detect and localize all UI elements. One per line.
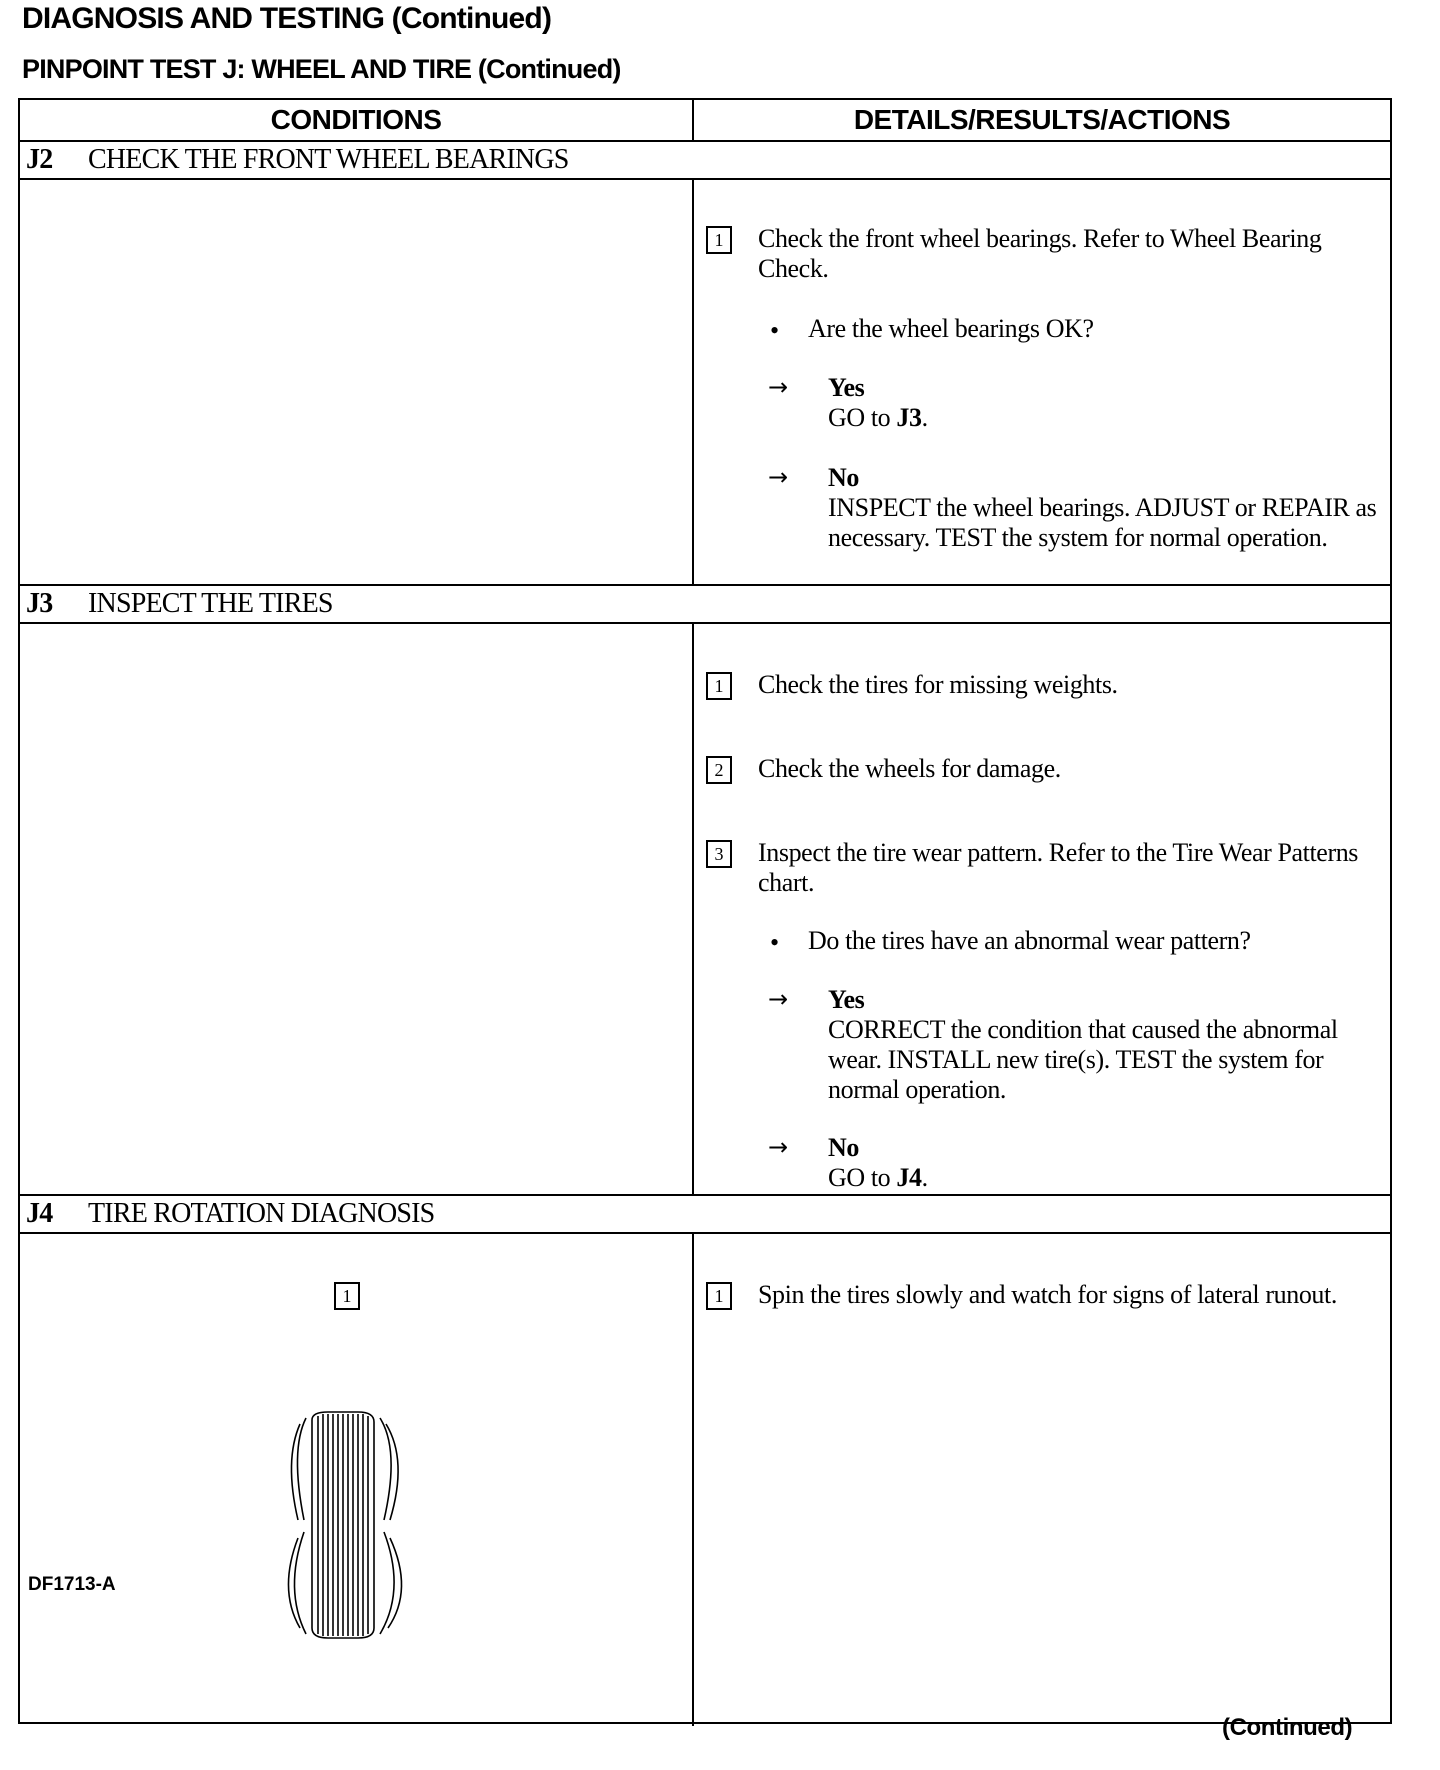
step-number-box: 1 bbox=[706, 1282, 732, 1310]
column-divider bbox=[692, 178, 694, 584]
test-subtitle: PINPOINT TEST J: WHEEL AND TIRE (Continued) bbox=[22, 54, 621, 84]
tire-runout-illustration bbox=[278, 1410, 418, 1640]
section-title: INSPECT THE TIRES bbox=[88, 588, 333, 619]
conditions-header: CONDITIONS bbox=[270, 104, 442, 135]
arrow-right-icon: → bbox=[768, 373, 789, 401]
go-to-text: GO to bbox=[828, 1163, 891, 1192]
details-header: DETAILS/RESULTS/ACTIONS bbox=[853, 104, 1231, 135]
figure-code: DF1713-A bbox=[28, 1574, 116, 1595]
bullet-icon: • bbox=[770, 316, 780, 345]
go-to-target: J3 bbox=[896, 403, 922, 432]
go-to-target: J4 bbox=[896, 1163, 922, 1192]
yes-label: Yes bbox=[828, 985, 865, 1014]
step-text: Inspect the tire wear pattern. Refer to the Tire Wear Patterns chart. bbox=[758, 838, 1359, 897]
section-j2-heading bbox=[26, 141, 569, 179]
no-action-text: INSPECT the wheel bearings. ADJUST or REPAIR as necessary. TEST the system for normal operation. bbox=[828, 493, 1377, 552]
continued-footer: (Continued) bbox=[1222, 1714, 1353, 1741]
no-label: No bbox=[828, 1133, 859, 1162]
section-j3-heading bbox=[26, 585, 333, 623]
step-text: Check the tires for missing weights. bbox=[758, 670, 1118, 699]
section-code: J4 bbox=[26, 1198, 53, 1229]
question-text: Are the wheel bearings OK? bbox=[808, 314, 1094, 343]
go-to-end: . bbox=[921, 403, 928, 432]
column-divider bbox=[692, 1232, 694, 1726]
page-title: DIAGNOSIS AND TESTING (Continued) bbox=[22, 2, 552, 35]
no-label: No bbox=[828, 463, 859, 492]
bullet-icon: • bbox=[770, 928, 780, 957]
step-number-box: 2 bbox=[706, 756, 732, 784]
step-text: Check the wheels for damage. bbox=[758, 754, 1061, 783]
yes-action-text: CORRECT the condition that caused the abnormal wear. INSTALL new tire(s). TEST the system for normal operation. bbox=[828, 1015, 1338, 1104]
step-number-box: 1 bbox=[706, 226, 732, 254]
pinpoint-test-table bbox=[18, 98, 1392, 1724]
answer-yes bbox=[828, 985, 1388, 1105]
step-number-box: 3 bbox=[706, 840, 732, 868]
answer-no bbox=[828, 1133, 1388, 1193]
go-to-text: GO to bbox=[828, 403, 891, 432]
column-divider bbox=[692, 622, 694, 1194]
section-j4-heading bbox=[26, 1195, 434, 1233]
question-text: Do the tires have an abnormal wear pattern? bbox=[808, 926, 1251, 955]
answer-yes bbox=[828, 373, 1388, 433]
arrow-right-icon: → bbox=[768, 985, 789, 1013]
arrow-right-icon: → bbox=[768, 463, 789, 491]
section-code: J3 bbox=[26, 588, 53, 619]
go-to-end: . bbox=[921, 1163, 928, 1192]
step-number-box: 1 bbox=[706, 672, 732, 700]
arrow-right-icon: → bbox=[768, 1133, 789, 1161]
step-text: Spin the tires slowly and watch for signs of lateral runout. bbox=[758, 1280, 1337, 1309]
yes-label: Yes bbox=[828, 373, 865, 402]
step-text: Check the front wheel bearings. Refer to Wheel Bearing Check. bbox=[758, 224, 1322, 283]
figure-number-box: 1 bbox=[334, 1282, 360, 1310]
answer-no bbox=[828, 463, 1388, 553]
section-title: TIRE ROTATION DIAGNOSIS bbox=[88, 1198, 435, 1229]
section-code: J2 bbox=[26, 144, 53, 175]
section-title: CHECK THE FRONT WHEEL BEARINGS bbox=[88, 144, 569, 175]
